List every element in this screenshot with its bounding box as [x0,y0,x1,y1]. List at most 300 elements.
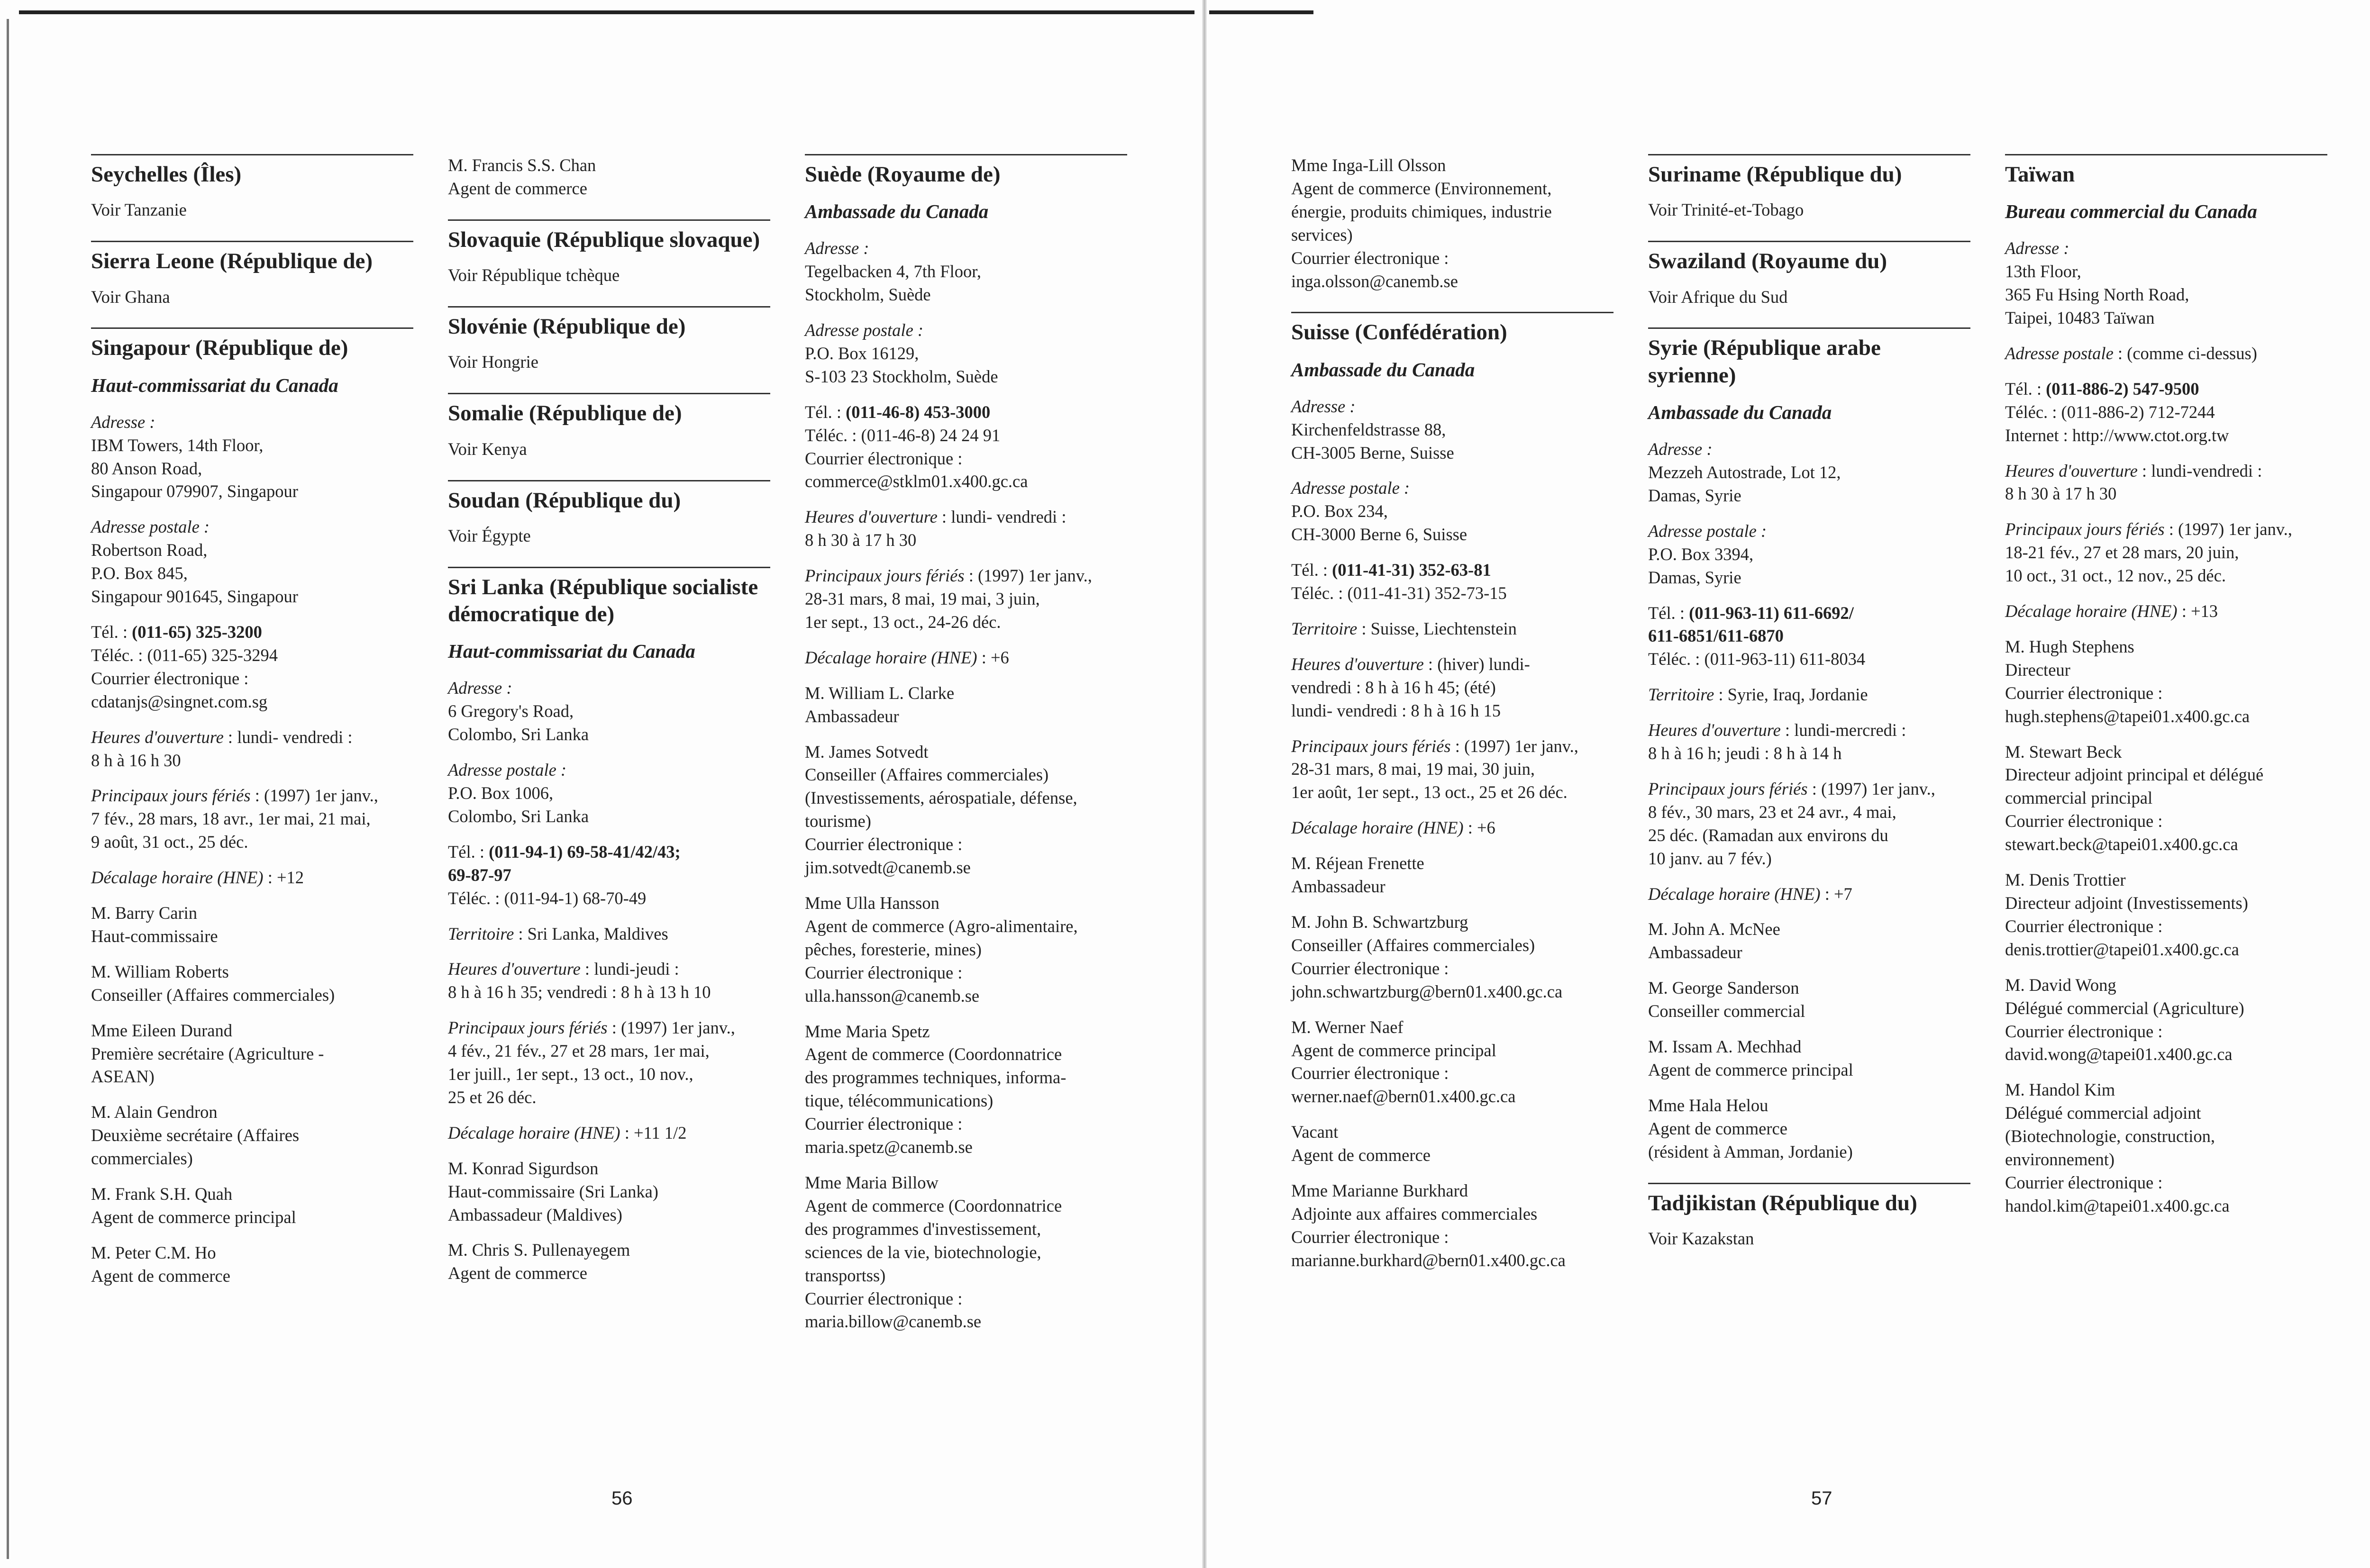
entry-line [448,805,770,828]
entry-block [91,726,413,772]
field-text: Mme Ulla Hansson [805,893,939,913]
entry-block [91,902,413,948]
field-text: Colombo, Sri Lanka [448,806,589,826]
field-text: Mme Maria Spetz [805,1021,930,1041]
entry-line [805,283,1127,307]
entry-block [91,621,413,714]
entry-line [448,1239,770,1262]
entry-line [1648,683,1970,707]
entry-block [2005,518,2327,588]
field-text: sciences de la vie, biotechnologie, [805,1242,1041,1262]
entry-line [1291,270,1613,293]
field-text: M. Francis S.S. Chan [448,155,596,175]
country-section [448,306,770,374]
entry-block [2005,342,2327,365]
field-text: : lundi- vendredi : [937,507,1066,527]
field-label: Adresse : [448,678,512,698]
column [1291,154,1613,1291]
field-text: M. Chris S. Pullenayegem [448,1240,630,1260]
field-text: 365 Fu Hsing North Road, [2005,285,2189,305]
field-text: Agent de commerce (Coordonnatrice [805,1044,1062,1064]
field-text: Courrier électronique : [2005,1172,2163,1192]
field-text: : (1997) 1er janv., [607,1018,735,1038]
field-text: werner.naef@bern01.x400.gc.ca [1291,1087,1516,1106]
field-text: Agent de commerce [448,178,587,198]
field-text: Voir Ghana [91,287,170,307]
field-text: énergie, produits chimiques, industrie [1291,201,1552,221]
field-text: Mezzeh Autostrade, Lot 12, [1648,462,1841,482]
field-text: : lundi- vendredi : [223,727,353,747]
entry-block [91,1183,413,1229]
entry-block [1291,1016,1613,1109]
entry-line [91,667,413,690]
field-text: Ambassadeur [1648,943,1742,962]
entry-line [2005,682,2327,705]
field-text: 8 h à 16 h 35; vendredi : 8 h à 13 h 10 [448,982,711,1002]
office-subheading: Ambassade du Canada [805,200,989,223]
entry-line [2005,600,2327,623]
field-text: Conseiller (Affaires commerciales) [805,765,1049,785]
field-label: Principaux jours fériés [2005,519,2165,539]
field-text: : Suisse, Liechtenstein [1357,618,1517,638]
entry-block [448,438,770,461]
entry-line [1648,883,1970,906]
phone-number: (011-94-1) 69-58-41/42/43; [489,842,681,861]
entry-line [1648,566,1970,589]
entry-line [91,1042,413,1066]
field-text: Agent de commerce [1648,1118,1787,1138]
field-text: Courrier électronique : [805,448,963,468]
entry-line [1291,177,1613,200]
entry-line [805,985,1127,1008]
entry-block [1291,653,1613,723]
field-label: Territoire [1648,685,1714,705]
field-text: john.schwartzburg@bern01.x400.gc.ca [1291,981,1563,1001]
page-edge-left [7,19,9,1559]
field-text: Vacant [1291,1122,1339,1142]
field-text: : (comme ci-dessus) [2113,343,2257,363]
field-text: Courrier électronique : [1291,1227,1449,1247]
phone-number: (011-963-11) 611-6692/ [1689,603,1854,623]
field-text: Voir Kenya [448,439,527,459]
entry-line [91,749,413,772]
field-text: CH-3005 Berne, Suisse [1291,443,1454,462]
field-text: CH-3000 Berne 6, Suisse [1291,525,1468,544]
field-text: Téléc. : (011-886-2) 712-7244 [2005,402,2215,422]
entry-line [2005,1171,2327,1195]
entry-block [1291,735,1613,805]
entry-line [1648,543,1970,566]
section-rule [805,154,1127,155]
entry-line [2005,659,2327,682]
entry-line [91,984,413,1007]
entry-line [805,961,1127,985]
field-text: Agent de commerce (Environnement, [1291,178,1552,198]
field-label: Adresse postale : [91,517,210,537]
field-label: Adresse postale : [448,760,567,780]
column [2005,154,2327,1237]
entry-line [1648,824,1970,847]
entry-block [1648,719,1970,765]
field-text: 10 oct., 31 oct., 12 nov., 25 déc. [2005,566,2226,586]
entry-line [805,447,1127,471]
entry-block [805,401,1127,494]
country-section [2005,154,2327,1218]
field-label: Décalage horaire (HNE) [448,1123,620,1142]
field-text: 25 et 26 déc. [448,1087,537,1107]
entry-line [91,1065,413,1088]
section-rule [1648,154,1970,155]
entry-line [805,1310,1127,1333]
entry-line [805,1241,1127,1264]
entry-line [2005,974,2327,997]
entry-block [2005,635,2327,728]
entry-line [91,411,413,434]
entry-block [805,646,1127,670]
field-text: : Sri Lanka, Maldives [514,924,668,943]
page-number: 56 [611,1488,633,1509]
entry-line [91,585,413,608]
entry-line [805,529,1127,552]
entry-line [91,784,413,807]
field-text: Robertson Road, [91,540,208,560]
entry-line [2005,705,2327,728]
field-text: 28-31 mars, 8 mai, 19 mai, 3 juin, [805,589,1040,609]
entry-line [2005,518,2327,541]
entry-line [805,611,1127,634]
field-text: Téléc. : (011-963-11) 611-8034 [1648,649,1866,669]
entry-line [448,1122,770,1145]
field-label: Décalage horaire (HNE) [805,647,977,667]
entry-block [1648,199,1970,222]
field-text: : Syrie, Iraq, Jordanie [1714,685,1868,705]
entry-line [805,938,1127,961]
field-text: Colombo, Sri Lanka [448,725,589,744]
entry-line [2005,1125,2327,1148]
entry-line [1291,758,1613,781]
entry-block [1648,602,1970,671]
section-rule [91,327,413,329]
field-label: Adresse : [1291,396,1356,416]
field-text: 13th Floor, [2005,262,2081,281]
entry-block [1648,286,1970,309]
entry-line [1291,200,1613,224]
entry-line [805,810,1127,833]
entry-line [448,351,770,374]
field-text: 1er sept., 13 oct., 24-26 déc. [805,612,1001,632]
field-label: Adresse postale : [1291,478,1410,498]
field-text: maria.spetz@canemb.se [805,1137,973,1157]
country-heading: Suriname (République du) [1648,162,1902,187]
field-text: Singapour 901645, Singapour [91,587,298,607]
entry-block [805,682,1127,728]
field-text: Conseiller (Affaires commerciales) [91,985,335,1005]
entry-line [91,434,413,457]
country-heading: Taïwan [2005,162,2075,187]
field-text: : (1997) 1er janv., [1450,736,1578,756]
entry-line [448,1040,770,1063]
country-section [448,567,770,1286]
entry-block [1291,477,1613,546]
entry-line [91,562,413,585]
entry-block [805,1171,1127,1333]
field-label: Adresse : [2005,238,2069,258]
entry-line [2005,1043,2327,1066]
entry-line [91,644,413,667]
entry-line [448,887,770,910]
entry-line [805,1043,1127,1066]
field-text: Courrier électronique : [1291,958,1449,978]
field-text: S-103 23 Stockholm, Suède [805,366,998,386]
entry-line [2005,810,2327,833]
entry-line [448,759,770,782]
field-text: 80 Anson Road, [91,458,202,478]
entry-line [1291,1085,1613,1108]
field-text: Téléc. : (011-65) 325-3294 [91,645,278,665]
field-text: Tegelbacken 4, 7th Floor, [805,262,982,281]
field-label: Territoire [448,924,514,943]
entry-line [2005,892,2327,915]
field-text: 8 h à 16 h 30 [91,750,181,770]
entry-line [805,682,1127,705]
field-text: M. Frank S.H. Quah [91,1184,233,1204]
entry-block [91,1019,413,1089]
field-text: 18-21 fév., 27 et 28 mars, 20 juin, [2005,543,2239,562]
field-text: : (1997) 1er janv., [1807,779,1935,798]
entry-line [2005,1148,2327,1171]
entry-line [1291,875,1613,898]
entry-block [1648,438,1970,508]
entry-block [805,892,1127,1008]
field-text: (résident à Amman, Jordanie) [1648,1142,1853,1161]
entry-line [2005,1195,2327,1218]
entry-line [1291,477,1613,500]
field-text: : +6 [1463,818,1495,838]
entry-line [805,424,1127,447]
country-heading: Seychelles (Îles) [91,162,242,187]
entry-line [1648,286,1970,309]
entry-block [91,1242,413,1288]
field-label: Adresse postale : [1648,521,1767,541]
field-text: 10 janv. au 7 fév.) [1648,848,1772,868]
entry-line [448,677,770,700]
country-section [448,393,770,461]
field-text: transportss) [805,1265,886,1285]
field-text: M. Barry Carin [91,903,198,923]
country-heading: Slovaquie (République slovaque) [448,227,760,252]
field-text: Courrier électronique : [805,1288,963,1308]
field-text: environnement) [2005,1150,2115,1169]
field-text: M. John B. Schwartzburg [1291,912,1468,932]
entry-line [448,782,770,805]
entry-line [1291,500,1613,523]
field-text: Courrier électronique : [1291,248,1449,268]
entry-block [1291,911,1613,1004]
field-text: Damas, Syrie [1648,567,1741,587]
phone-number: 611-6851/611-6870 [1648,626,1784,646]
entry-line [2005,833,2327,856]
field-text: Tél. : [448,842,489,861]
section-rule [1648,1183,1970,1184]
entry-line [1291,676,1613,699]
entry-block [1291,154,1613,293]
field-text: Haut-commissaire [91,926,218,946]
entry-line [805,342,1127,365]
field-text: Stockholm, Suède [805,285,931,305]
field-text: tourisme) [805,811,871,831]
field-text: tique, télécommunications) [805,1091,994,1111]
entry-line [1648,484,1970,508]
field-text: Courrier électronique : [91,668,249,688]
entry-line [2005,564,2327,588]
field-text: : +6 [977,647,1009,667]
field-text: 28-31 mars, 8 mai, 19 mai, 30 juin, [1291,759,1535,779]
entry-line [805,1264,1127,1287]
entry-line [1648,1227,1970,1251]
entry-line [805,237,1127,260]
entry-line [2005,401,2327,424]
entry-line [91,1242,413,1265]
field-text: M. Denis Trottier [2005,870,2126,890]
field-text: Délégué commercial (Agriculture) [2005,998,2244,1018]
entry-block [1648,918,1970,964]
field-label: Adresse postale : [805,320,924,340]
entry-block [2005,741,2327,857]
entry-block [91,866,413,889]
field-label: Adresse postale [2005,343,2114,363]
column [1648,154,1970,1269]
phone-number: (011-46-8) 453-3000 [846,402,991,422]
entry-line [2005,482,2327,506]
entry-block [1291,1179,1613,1272]
field-label: Décalage horaire (HNE) [1648,884,1821,904]
entry-line [2005,283,2327,307]
entry-line [448,1063,770,1086]
country-section [448,219,770,287]
entry-block [1291,816,1613,840]
phone-number: (011-886-2) 547-9500 [2046,379,2199,399]
field-text: commerciales) [91,1149,193,1169]
field-text: Ambassadeur [1291,877,1386,897]
entry-line [805,1136,1127,1159]
field-text: : lundi-vendredi : [2137,461,2262,480]
entry-line [91,1206,413,1229]
entry-block [1648,883,1970,906]
field-text: Conseiller (Affaires commerciales) [1291,935,1535,955]
field-text: Agent de commerce (Agro-alimentaire, [805,916,1078,936]
entry-line [448,1262,770,1285]
field-text: 6 Gregory's Road, [448,701,574,721]
field-text: Agent de commerce principal [1291,1040,1496,1060]
entry-block [448,1239,770,1285]
field-text: pêches, foresterie, mines) [805,939,982,959]
field-text: Voir Afrique du Sud [1648,287,1788,307]
entry-line [448,958,770,981]
entry-line [1291,418,1613,442]
entry-block [91,411,413,504]
section-rule [91,241,413,242]
field-text: Téléc. : (011-94-1) 68-70-49 [448,888,647,908]
entry-line [805,646,1127,670]
field-text: Agent de commerce [1291,1145,1431,1165]
field-text: Adjointe aux affaires commerciales [1291,1204,1538,1224]
entry-line [2005,342,2327,365]
field-text: stewart.beck@tapei01.x400.gc.ca [2005,834,2238,854]
field-text: maria.billow@canemb.se [805,1312,982,1332]
entry-line [1291,582,1613,605]
field-label: Décalage horaire (HNE) [91,868,264,888]
entry-line [1291,735,1613,758]
field-text: marianne.burkhard@bern01.x400.gc.ca [1291,1250,1566,1270]
entry-line [91,866,413,889]
field-text: Courrier électronique : [2005,1021,2163,1041]
field-text: Courrier électronique : [2005,811,2163,831]
field-text: lundi- vendredi : 8 h à 16 h 15 [1291,700,1501,720]
entry-line [448,177,770,200]
field-text: (Biotechnologie, construction, [2005,1126,2215,1146]
entry-line [1291,1179,1613,1203]
entry-line [1291,1062,1613,1085]
field-text: Tél. : [91,622,132,642]
field-text: 8 fév., 30 mars, 23 et 24 avr., 4 mai, [1648,802,1896,822]
entry-block [448,677,770,746]
field-text: M. David Wong [2005,975,2116,995]
entry-line [1291,442,1613,465]
entry-line [91,1183,413,1206]
field-text: Ambassadeur (Maldives) [448,1205,622,1224]
entry-line [2005,869,2327,892]
field-text: M. James Sotvedt [805,742,929,761]
field-text: P.O. Box 16129, [805,343,919,363]
country-heading: Suisse (Confédération) [1291,320,1507,345]
field-text: Voir Hongrie [448,352,538,372]
entry-block [1648,1035,1970,1082]
field-text: 9 août, 31 oct., 25 déc. [91,832,248,852]
field-text: Agent de commerce principal [91,1207,296,1227]
country-section [1291,312,1613,1272]
entry-line [805,741,1127,764]
field-text: Directeur [2005,660,2070,680]
field-text: Courrier électronique : [805,1114,963,1134]
field-text: Ambassadeur [805,706,899,726]
field-text: Voir Trinité-et-Tobago [1648,200,1804,220]
entry-line [1291,247,1613,270]
entry-line [805,506,1127,529]
entry-line [91,1124,413,1147]
entry-line [805,1089,1127,1113]
entry-line [91,925,413,948]
field-label: Heures d'ouverture [1648,720,1781,740]
field-text: 8 h 30 à 17 h 30 [805,530,917,550]
top-rule [1209,10,1313,14]
field-text: Téléc. : (011-46-8) 24 24 91 [805,425,1001,445]
entry-block [2005,460,2327,506]
entry-line [805,401,1127,424]
entry-line [805,1195,1127,1218]
entry-line [1648,1117,1970,1141]
entry-line [1291,781,1613,804]
field-text: M. William Roberts [91,961,229,981]
field-text: (Investissements, aérospatiale, défense, [805,788,1077,808]
column [448,154,770,1304]
entry-line [805,319,1127,342]
entry-line [805,856,1127,879]
entry-block [1291,852,1613,898]
entry-line [2005,938,2327,961]
entry-block [805,237,1127,307]
entry-block [2005,974,2327,1067]
entry-line [805,915,1127,938]
